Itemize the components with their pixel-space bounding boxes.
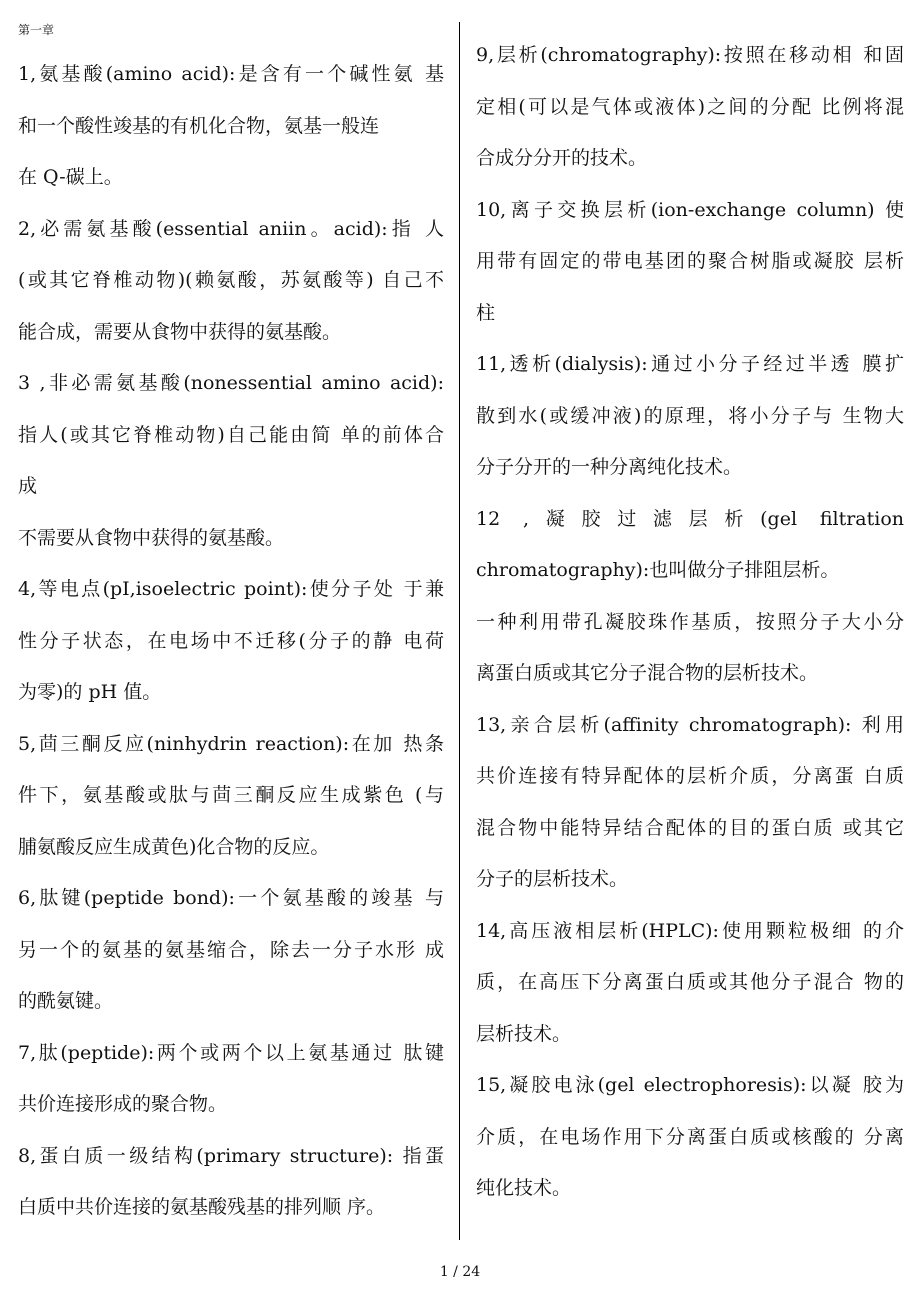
text-line: 能合成，需要从食物中获得的氨基酸。 <box>18 320 342 343</box>
text-line: 15,凝胶电泳(gel electrophoresis):以凝 胶为 <box>476 1074 904 1096</box>
text-line: 6,肽键(peptide bond):一个氨基酸的竣基 与 <box>18 887 444 909</box>
text-line: 11,透析(dialysis):通过小分子经过半透 膜扩 <box>476 353 904 375</box>
text-line: 在 Q-碳上。 <box>18 166 123 188</box>
text-line: 共价连接形成的聚合物。 <box>18 1093 228 1115</box>
text-line: 用带有固定的带电基团的聚合树脂或凝胶 层析 <box>476 250 904 272</box>
text-line: 8,蛋白质一级结构(primary structure): 指蛋 <box>18 1144 444 1167</box>
text-line: 12 ,凝胶过滤层析(gel filtration <box>476 507 904 530</box>
text-line: 定相(可以是气体或液体)之间的分配 比例将混 <box>476 95 904 118</box>
text-line: 离蛋白质或其它分子混合物的层析技术。 <box>476 662 819 684</box>
text-line: 不需要从食物中获得的氨基酸。 <box>18 526 285 549</box>
text-line: 另一个的氨基的氨基缩合，除去一分子水形 成 <box>18 938 444 961</box>
text-line: 散到水(或缓冲液)的原理，将小分子与 生物大 <box>476 404 904 427</box>
text-line: 成 <box>18 475 38 497</box>
right-column <box>476 30 904 1215</box>
text-line: 14,高压液相层析(HPLC):使用颗粒极细 的介 <box>476 919 904 942</box>
text-line: 1,氨基酸(amino acid):是含有一个碱性氨 基 <box>18 63 444 85</box>
text-line: 13,亲合层析(affinity chromatograph): 利用 <box>476 713 904 736</box>
text-line: 纯化技术。 <box>476 1177 572 1199</box>
text-line: 一种利用带孔凝胶珠作基质，按照分子大小分 <box>476 610 904 633</box>
text-line: 4,等电点(pI,isoelectric point):使分子处 于兼 <box>18 578 444 600</box>
text-line: 质，在高压下分离蛋白质或其他分子混合 物的 <box>476 971 904 993</box>
text-line: 合成分分开的技术。 <box>476 147 648 169</box>
text-line: 脯氨酸反应生成黄色)化合物的反应。 <box>18 835 330 858</box>
text-line: 分子分开的一种分离纯化技术。 <box>476 456 743 478</box>
text-line: 9,层析(chromatography):按照在移动相 和固 <box>476 44 904 66</box>
text-line: 5,茴三酮反应(ninhydrin reaction):在加 热条 <box>18 732 444 755</box>
text-line: 共价连接有特异配体的层析介质，分离蛋 白质 <box>476 765 904 787</box>
column-divider <box>459 22 460 1240</box>
text-line: 2,必需氨基酸(essential aniin。acid):指 人 <box>18 217 444 240</box>
text-line: 件下，氨基酸或肽与茴三酮反应生成紫色 (与 <box>18 784 444 806</box>
text-line: 10,离子交换层析(ion-exchange column) 使 <box>476 198 904 221</box>
text-line: 的酰氨键。 <box>18 990 114 1012</box>
text-line: 和一个酸性竣基的有机化合物，氨基一般连 <box>18 114 380 137</box>
text-line: 指人(或其它脊椎动物)自己能由简 单的前体合 <box>18 423 444 446</box>
text-line: 3 ,非必需氨基酸(nonessential amino acid): <box>18 372 444 394</box>
text-line: 7,肽(peptide):两个或两个以上氨基通过 肽键 <box>18 1041 444 1064</box>
text-line: chromatography):也叫做分子排阻层析。 <box>476 559 840 581</box>
text-line: 性分子状态，在电场中不迁移(分子的静 电荷 <box>18 629 444 652</box>
left-column <box>18 49 444 1234</box>
text-line: 层析技术。 <box>476 1022 572 1045</box>
text-line: 白质中共价连接的氨基酸残基的排列顺 序。 <box>18 1196 386 1218</box>
text-line: 为零)的 pH 值。 <box>18 681 162 703</box>
text-line: 混合物中能特异结合配体的目的蛋白质 或其它 <box>476 816 904 839</box>
page-indicator: 1 / 24 <box>439 1264 481 1280</box>
chapter-heading: 第一章 <box>18 23 55 37</box>
text-line: (或其它脊椎动物)(赖氨酸，苏氨酸等) 自己不 <box>18 269 444 291</box>
text-line: 介质，在电场作用下分离蛋白质或核酸的 分离 <box>476 1125 904 1148</box>
text-line: 柱 <box>476 301 496 324</box>
text-line: 分子的层析技术。 <box>476 868 629 890</box>
